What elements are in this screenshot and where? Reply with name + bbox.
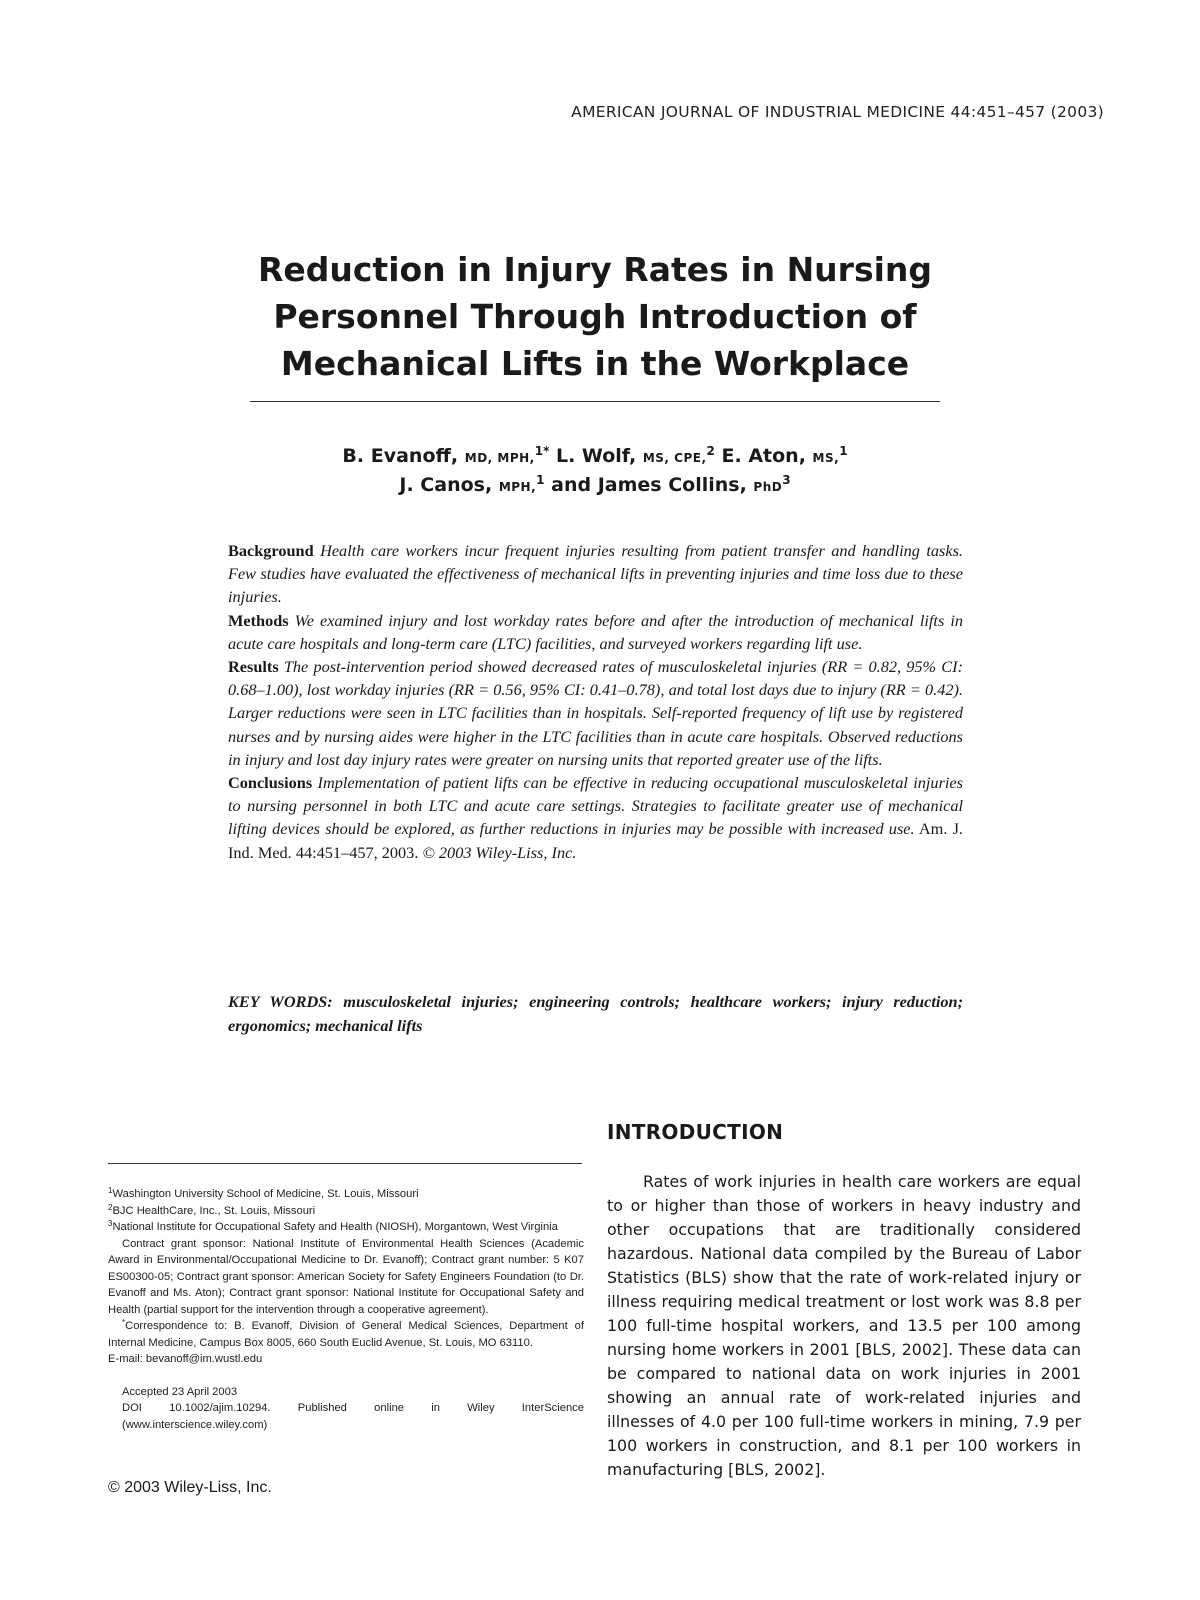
abstract-label: Results: [228, 657, 279, 677]
abstract-citation: Am. J. Ind. Med. 44:451–457, 2003.: [228, 819, 964, 862]
footnote-affiliation-1: $^1$Washington University School of Medicine, St. Louis, Missouri: [108, 1186, 419, 1200]
author-line-1: [200, 443, 990, 472]
abstract-text: Implementation of patient lifts can be effective in reducing occupational musculoskeletal injuries to nursing personnel in both LTC and acute care settings. Strategies to facilitate greater use of mechanical lifting devices should be explored, as further reductions in injuries may be possible with increased use.: [228, 773, 963, 839]
author-affiliation-mark: 1: [536, 473, 545, 487]
section-heading-introduction: INTRODUCTION: [607, 1120, 784, 1144]
abstract-text: The post-intervention period showed decreased rates of musculoskeletal injuries (RR = 0.82, 95% CI: 0.68–1.00), lost workday injuries (RR = 0.56, 95% CI: 0.41–0.78), and total lost days due to injury (RR = 0.42). Larger reductions were seen in LTC facilities than in hospitals. Self-reported frequency of lift use by registered nurses and by nursing aides were higher in the LTC facilities than in acute care hospitals. Observed reductions in injury and lost day injury rates were greater on nursing units that reported greater use of the lifts.: [228, 657, 963, 769]
footnote-divider: [108, 1163, 582, 1164]
author-name: B. Evanoff,: [342, 445, 459, 467]
author-name: J. Canos,: [399, 474, 493, 496]
author-degrees: MD, MPH,: [464, 451, 535, 465]
abstract-copyright: © 2003 Wiley-Liss, Inc.: [422, 842, 577, 862]
abstract-conclusions: [228, 771, 963, 864]
abstract-label: Conclusions: [228, 773, 313, 793]
author-degrees: MPH,: [498, 480, 537, 494]
abstract-results: [228, 655, 963, 771]
author-affiliation-mark: 1: [839, 444, 848, 458]
footnotes: [108, 1186, 584, 1433]
author-affiliation-mark: 2: [706, 444, 715, 458]
author-degrees: MS, CPE,: [642, 451, 707, 465]
abstract-label: Background: [228, 541, 314, 560]
title-divider: [250, 401, 940, 402]
introduction-body: [607, 1170, 1081, 1482]
journal-header: AMERICAN JOURNAL OF INDUSTRIAL MEDICINE 44:451–457 (2003): [571, 103, 1104, 121]
abstract-text: We examined injury and lost workday rates before and after the introduction of mechanical lifts in acute care hospitals and long-term care (LTC) facilities, and surveyed workers regarding lift use.: [228, 610, 963, 653]
abstract: [228, 539, 963, 864]
author-list: [200, 443, 990, 501]
footnote-accepted: Accepted 23 April 2003: [122, 1385, 238, 1398]
footnote-grants: Contract grant sponsor: National Institute of Environmental Health Sciences (Academic Award in Environmental/Occupational Medicine to Dr. Evanoff); Contract grant number: 5 K07 ES00300-05; Contract grant sponsor: American Society for Safety Engineers Foundation (to Dr. Evanoff and Ms. Aton); Contract grant sponsor: National Institute for Occupational Safety and Health (partial support for the intervention through a cooperative agreement).: [108, 1237, 584, 1316]
footnote-affiliation-3: $^3$National Institute for Occupational Safety and Health (NIOSH), Morgantown, West Virginia: [108, 1219, 558, 1233]
footnote-affiliation-2: $^2$BJC HealthCare, Inc., St. Louis, Missouri: [108, 1202, 316, 1217]
title-line-2: Personnel Through Introduction of: [273, 297, 917, 336]
abstract-text: Health care workers incur frequent injuries resulting from patient transfer and handling tasks. Few studies have evaluated the effectiveness of mechanical lifts in preventing injuries and time loss due to these injuries.: [228, 541, 963, 607]
author-name: and James Collins,: [551, 474, 747, 496]
author-degrees: PhD: [753, 480, 783, 494]
keywords: KEY WORDS: musculoskeletal injuries; engineering controls; healthcare workers; injury reduction; ergonomics; mechanical lifts: [228, 992, 963, 1035]
author-degrees: MS,: [812, 451, 840, 465]
abstract-background: [228, 539, 963, 609]
author-name: E. Aton,: [721, 445, 806, 467]
title-line-3: Mechanical Lifts in the Workplace: [280, 344, 910, 383]
title-line-1: Reduction in Injury Rates in Nursing: [257, 250, 933, 289]
footnote-email: E-mail: bevanoff@im.wustl.edu: [108, 1353, 263, 1365]
abstract-label: Methods: [228, 610, 289, 630]
author-line-2: [200, 472, 990, 501]
page-copyright: © 2003 Wiley-Liss, Inc.: [108, 1479, 272, 1496]
footnote-correspondence: *Correspondence to: B. Evanoff, Division of General Medical Sciences, Department of Internal Medicine, Campus Box 8005, 660 South Euclid Avenue, St. Louis, MO 63110.: [108, 1318, 584, 1349]
footnote-doi: DOI 10.1002/ajim.10294. Published online in Wiley InterScience (www.interscience.wiley.com): [122, 1402, 584, 1431]
author-affiliation-mark: 1*: [534, 444, 550, 458]
author-name: L. Wolf,: [555, 445, 637, 467]
author-affiliation-mark: 3: [782, 473, 791, 487]
paragraph: Rates of work injuries in health care workers are equal to or higher than those of workers in heavy industry and other occupations that are traditionally considered hazardous. National data compiled by the Bureau of Labor Statistics (BLS) show that the rate of work-related injury or illness requiring medical treatment or lost work was 8.8 per 100 full-time hospital workers, and 13.5 per 100 among nursing home workers in 2001 [BLS, 2002]. These data can be compared to national data on work injuries in 2001 showing an annual rate of work-related injuries and illnesses of 4.0 per 100 full-time workers in mining, 7.9 per 100 workers in construction, and 8.1 per 100 workers in manufacturing [BLS, 2002].: [607, 1172, 1081, 1479]
article-title: [200, 246, 990, 387]
abstract-methods: [228, 609, 963, 655]
